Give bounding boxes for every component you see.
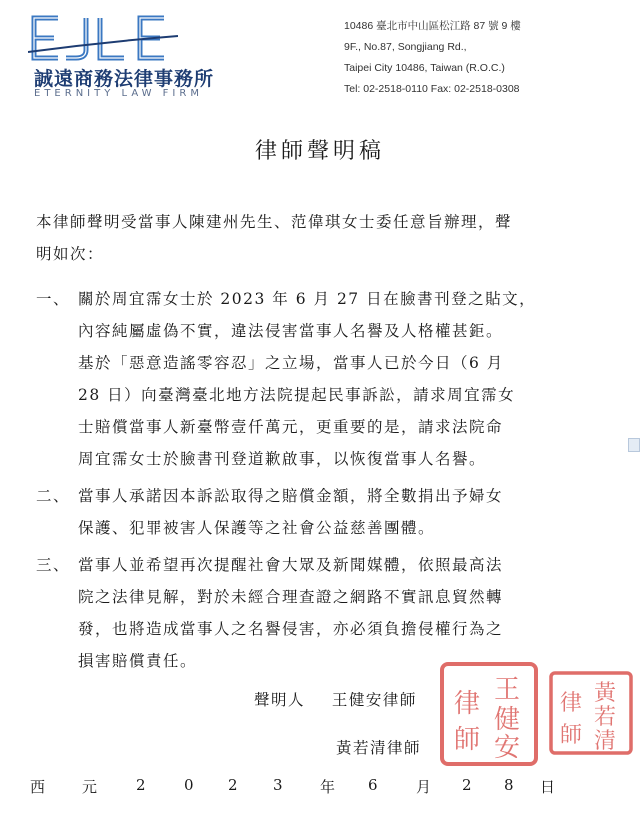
item-body: [78, 283, 548, 475]
intro-paragraph: [36, 206, 556, 270]
seal1-char: 師: [454, 725, 481, 755]
seal2-char: 黃: [594, 681, 617, 706]
item-line: 當事人承諾因本訴訟取得之賠償金額，將全數捐出予婦女: [78, 487, 504, 505]
seal-stamp-2: [548, 670, 634, 756]
date-char: 元: [82, 778, 98, 796]
firm-name-en: ETERNITY LAW FIRM: [34, 88, 203, 99]
date-char: 月: [416, 778, 432, 796]
intro-line: 本律師聲明受當事人陳建州先生、范偉琪女士委任意旨辦理，聲: [36, 213, 513, 231]
page-edge-marker: [628, 438, 640, 452]
date-char: 6: [368, 776, 378, 794]
signature-line-1: [254, 686, 417, 714]
date-char: 日: [540, 778, 556, 796]
date-char: 2: [462, 776, 472, 794]
date-char: 3: [273, 776, 283, 794]
seal2-char: 律: [560, 691, 583, 716]
document-title: 律師聲明稿: [254, 139, 385, 164]
statement-date: [30, 776, 560, 804]
item-line: 周宜霈女士於臉書刊登道歉啟事，以恢復當事人名譽。: [78, 450, 487, 468]
date-char: 西: [30, 778, 46, 796]
seal1-char: 律: [454, 689, 481, 719]
item-line: 損害賠償責任。: [78, 652, 198, 670]
item-body: [78, 480, 548, 544]
declarant-label: 聲明人: [254, 691, 306, 709]
item-body: [78, 549, 548, 677]
date-char: 8: [504, 776, 514, 794]
intro-line: 明如次：: [36, 245, 105, 263]
firm-logo: [28, 12, 238, 102]
seal2-char: 若: [594, 705, 617, 730]
date-char: 0: [184, 776, 194, 794]
signature-line-2: [336, 734, 421, 762]
seal2-char: 師: [560, 723, 583, 748]
seal1-char: 王: [494, 675, 521, 705]
seal-stamp-1: [438, 660, 540, 768]
item-line: 當事人並希望再次提醒社會大眾及新聞媒體，依照最高法: [78, 556, 504, 574]
lawyer-name-1: 王健安律師: [331, 691, 417, 709]
address-line: 10486 臺北市中山區松江路 87 號 9 樓: [344, 20, 521, 32]
firm-address: [344, 16, 634, 100]
address-line: 9F., No.87, Songjiang Rd.,: [344, 41, 467, 53]
firm-name-cn: 誠遠商務法律事務所: [34, 68, 215, 90]
firm-logo-mark: [28, 12, 178, 64]
item-line: 內容純屬虛偽不實，違法侵害當事人名譽及人格權甚鉅。: [78, 322, 504, 340]
item-line: 28 日）向臺灣臺北地方法院提起民事訴訟，請求周宜霈女: [78, 386, 516, 404]
item-number: 一、: [36, 290, 71, 308]
date-char: 年: [320, 778, 336, 796]
item-number: 三、: [36, 556, 71, 574]
item-line: 保護、犯罪被害人保護等之社會公益慈善團體。: [78, 519, 436, 537]
item-line: 發，也將造成當事人之名譽侵害，亦必須負擔侵權行為之: [78, 620, 504, 638]
seal2-char: 清: [594, 729, 617, 754]
item-line: 關於周宜霈女士於 2023 年 6 月 27 日在臉書刊登之貼文，: [78, 290, 537, 308]
date-char: 2: [228, 776, 238, 794]
item-line: 士賠償當事人新臺幣壹仟萬元，更重要的是，請求法院命: [78, 418, 504, 436]
lawyer-name-2: 黃若清律師: [336, 739, 422, 757]
seal1-char: 安: [494, 733, 521, 763]
seal1-char: 健: [494, 705, 521, 735]
item-line: 基於「惡意造謠零容忍」之立場，當事人已於今日（6 月: [78, 354, 504, 372]
item-number: 二、: [36, 487, 71, 505]
address-line: Taipei City 10486, Taiwan (R.O.C.): [344, 62, 505, 74]
item-line: 院之法律見解，對於未經合理查證之網路不實訊息貿然轉: [78, 588, 504, 606]
date-char: 2: [136, 776, 146, 794]
contact-line: Tel: 02-2518-0110 Fax: 02-2518-0308: [344, 83, 520, 95]
